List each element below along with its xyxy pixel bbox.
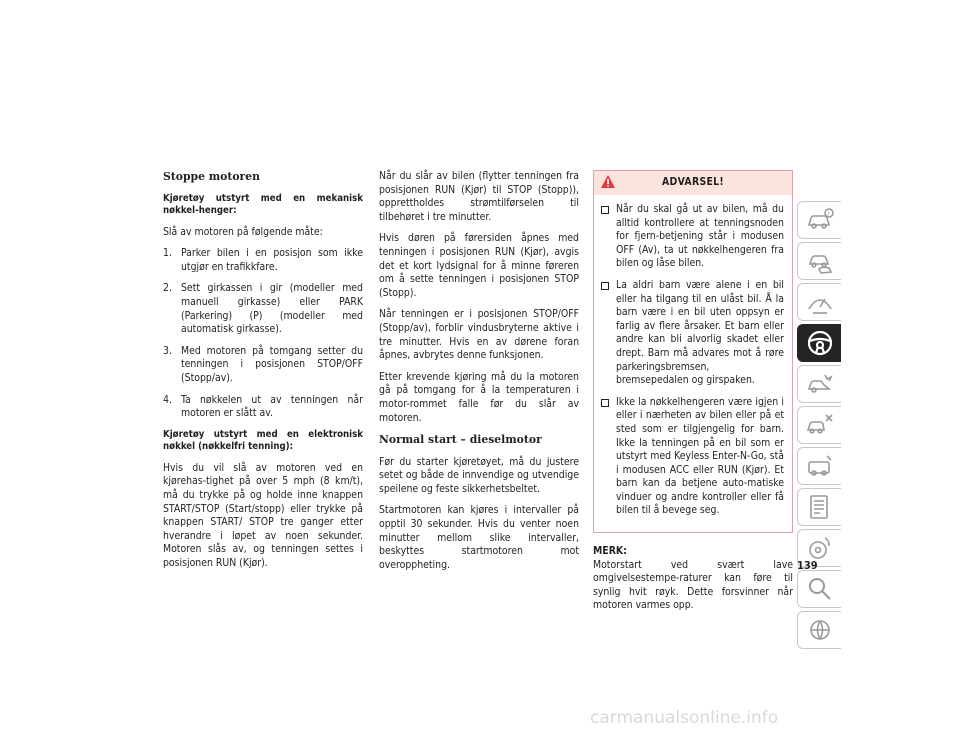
steering-wheel-icon (805, 328, 835, 358)
chapter-tab[interactable] (797, 611, 841, 649)
chapter-tab[interactable] (797, 447, 841, 485)
warning-text: La aldri barn være alene i en bil eller ha tilgang til en ulåst bil. Å la barn være i en bil uten oppsyn er farlig av flere årsaker. Et barn eller andre kan bli alvorlig skadet eller drept. Barn må advares mot å røre parkeringsbremsen, bremsepedalen og girspaken. (616, 278, 784, 387)
car-collision-icon (805, 369, 835, 399)
subheading-mechanical-key: Kjøretøy utstyrt med en mekanisk nøkkel-henger: (163, 192, 363, 217)
column-left (163, 170, 363, 578)
car-tools-icon (805, 410, 835, 440)
note-label: MERK: (593, 545, 627, 558)
chapter-tab[interactable] (797, 406, 841, 444)
language-icon (805, 615, 835, 645)
warning-header (594, 171, 792, 195)
dashboard-icon (805, 287, 835, 317)
list-item (600, 396, 784, 518)
step-number: 2. (163, 282, 172, 295)
chapter-tab[interactable] (797, 570, 841, 608)
list-item (163, 345, 363, 386)
paragraph: Startmotoren kan kjøres i intervaller på opptil 30 sekunder. Hvis du venter noen minutter mellom slike intervaller, beskyttes startmotoren mot overoppheting. (379, 504, 579, 571)
paragraph: Hvis du vil slå av motoren ved en kjørehas-tighet på over 5 mph (8 km/t), må du trykke på og holde inne knappen START/STOP (Start/stopp) eller trykke på knappen START/ STOP tre ganger etter hverandre i løpet av noen sekunder. Motoren slås av, og tenningen settes i posisjonen RUN (Kjør). (163, 461, 363, 569)
chapter-tab[interactable] (797, 488, 841, 526)
page-number: 139 (797, 559, 818, 572)
step-text: Sett girkassen i gir (modeller med manuell girkasse) eller PARK (Parkering) (P) (modeller med automatisk girkasse). (181, 282, 363, 336)
specifications-list-icon (805, 492, 835, 522)
warning-triangle-icon (600, 174, 616, 189)
square-bullet-icon (601, 399, 609, 407)
chapter-tab[interactable] (797, 201, 841, 239)
car-maintenance-icon (805, 451, 835, 481)
paragraph: Når tenningen er i posisjonen STOP/OFF (Stopp/av), forblir vindusbryterne aktive i tre minutter. Hvis en av dørene foran åpnes, avbrytes denne funksjonen. (379, 308, 579, 362)
list-item (163, 247, 363, 274)
chapter-tabs (797, 201, 841, 652)
paragraph: Etter krevende kjøring må du la motoren gå på tomgang for å la temperaturen i motor-rommet falle før du slår av motoren. (379, 370, 579, 424)
step-number: 3. (163, 344, 172, 357)
intro-text: Slå av motoren på følgende måte: (163, 225, 323, 238)
paragraph: Før du starter kjøretøyet, må du justere setet og både de innvendige og utvendige speilene og feste sikkerhetsbeltet. (379, 455, 579, 495)
step-text: Ta nøkkelen ut av tenningen når motoren er slått av. (181, 393, 363, 420)
chapter-tab[interactable] (797, 365, 841, 403)
step-number: 1. (163, 247, 172, 260)
column-right (593, 170, 793, 613)
step-text: Med motoren på tomgang setter du tenningen i posisjonen STOP/OFF (Stopp/av). (181, 344, 363, 384)
step-text: Parker bilen i en posisjon som ikke utgjør en trafikkfare. (181, 247, 363, 273)
column-middle (379, 170, 579, 580)
warning-text: Når du skal gå ut av bilen, må du alltid kontrollere at tenningsnoden for fjern-betjening står i modusen OFF (Av), ta ut nøkkelhengeren fra bilen og låse bilen. (616, 203, 784, 270)
list-item (163, 282, 363, 336)
paragraph: Når du slår av bilen (flytter tenningen fra posisjonen RUN (Kjør) til STOP (Stopp)), opprettholdes strømtilførselen til tilbehøret i tre minutter. (379, 170, 579, 223)
warning-text: Ikke la nøkkelhengeren være igjen i eller i nærheten av bilen eller på et sted som er tilgjengelig for barn. Ikke la tenningen på en bil som er utstyrt med Keyless Enter-N-Go, stå i modusen ACC eller RUN (Kjør). Et barn kan da betjene auto-matiske vinduer og andre kontroller eller få bilen til å bevege seg. (616, 395, 784, 517)
list-item (163, 394, 363, 421)
section-heading-stop-engine: Stoppe motoren (163, 170, 260, 183)
car-info-icon (805, 205, 835, 235)
stop-steps-list (163, 247, 363, 421)
list-item (600, 203, 784, 271)
paragraph: Hvis døren på førersiden åpnes med tenningen i posisjonen RUN (Kjør), avgis det et kort lydsignal for å minne føreren om å sette tenningen i posisjonen STOP (Stopp). (379, 232, 579, 299)
chapter-tab[interactable] (797, 242, 841, 280)
warning-body (594, 195, 792, 532)
square-bullet-icon (601, 206, 609, 214)
warning-box (593, 170, 793, 533)
chapter-tab[interactable] (797, 283, 841, 321)
note-text: Motorstart ved svært lave omgivelsestempe-raturer kan føre til synlig hvit røyk. Dette forsvinner når motoren varmes opp. (593, 558, 793, 612)
svg-text:i: i (827, 210, 829, 218)
chapter-tab-active[interactable] (797, 324, 841, 362)
watermark: carmanualsonline.info (590, 708, 779, 728)
step-number: 4. (163, 393, 172, 406)
warning-title: ADVARSEL! (662, 176, 724, 189)
subheading-electronic-key: Kjøretøy utstyrt med en elektronisk nøkkel (nøkkelfri tenning): (163, 428, 363, 453)
square-bullet-icon (601, 282, 609, 290)
search-icon (805, 574, 835, 604)
car-hand-icon (805, 246, 835, 276)
list-item (600, 279, 784, 388)
section-heading-diesel-start: Normal start – dieselmotor (379, 433, 542, 447)
